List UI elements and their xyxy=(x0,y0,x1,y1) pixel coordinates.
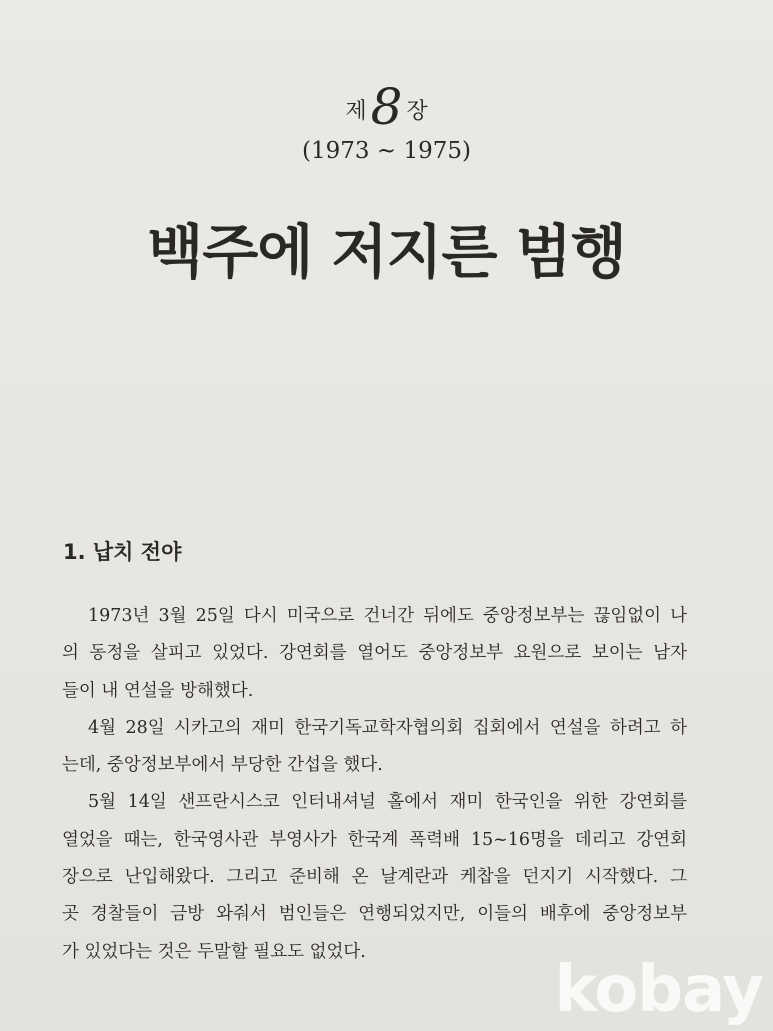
text-line: 들이 내 연설을 방해했다. xyxy=(62,680,254,701)
chapter-years: (1973 ~ 1975) xyxy=(302,138,471,164)
chapter-suffix: 장 xyxy=(406,99,428,124)
paragraph-2 xyxy=(62,710,687,785)
text-line: 곳 경찰들이 금방 와줘서 범인들은 연행되었지만, 이들의 배후에 중앙정보부 xyxy=(62,904,687,925)
chapter-heading xyxy=(0,78,773,164)
chapter-prefix: 제 xyxy=(345,99,367,124)
watermark-logo: kobay xyxy=(554,953,763,1027)
paragraph-3 xyxy=(62,784,687,970)
text-line: 1973년 3월 25일 다시 미국으로 건너간 뒤에도 중앙정보부는 끊임없이 나 xyxy=(88,606,687,626)
text-line: 열었을 때는, 한국영사관 부영사가 한국계 폭력배 15~16명을 데리고 강연회 xyxy=(62,829,687,850)
text-line: 5월 14일 샌프란시스코 인터내셔널 홀에서 재미 한국인을 위한 강연회를 xyxy=(88,792,687,813)
chapter-number: 8 xyxy=(370,78,403,136)
paragraph-1 xyxy=(62,598,687,710)
text-line: 4월 28일 시카고의 재미 한국기독교학자협의회 집회에서 연설을 하려고 하 xyxy=(88,717,687,738)
chapter-title: 백주에 저지른 범행 xyxy=(147,218,626,286)
section-heading: 1. 납치 전야 xyxy=(63,540,182,564)
text-line: 가 있었다는 것은 두말할 필요도 없었다. xyxy=(62,941,366,962)
text-line: 의 동정을 살피고 있었다. 강연회를 열어도 중앙정보부 요원으로 보이는 남자 xyxy=(62,643,687,664)
text-line: 장으로 난입해왔다. 그리고 준비해 온 날계란과 케찹을 던지기 시작했다. 그 xyxy=(62,867,687,888)
text-line: 는데, 중앙정보부에서 부당한 간섭을 했다. xyxy=(62,755,383,776)
body-text xyxy=(62,598,687,971)
chapter-label xyxy=(0,78,773,136)
